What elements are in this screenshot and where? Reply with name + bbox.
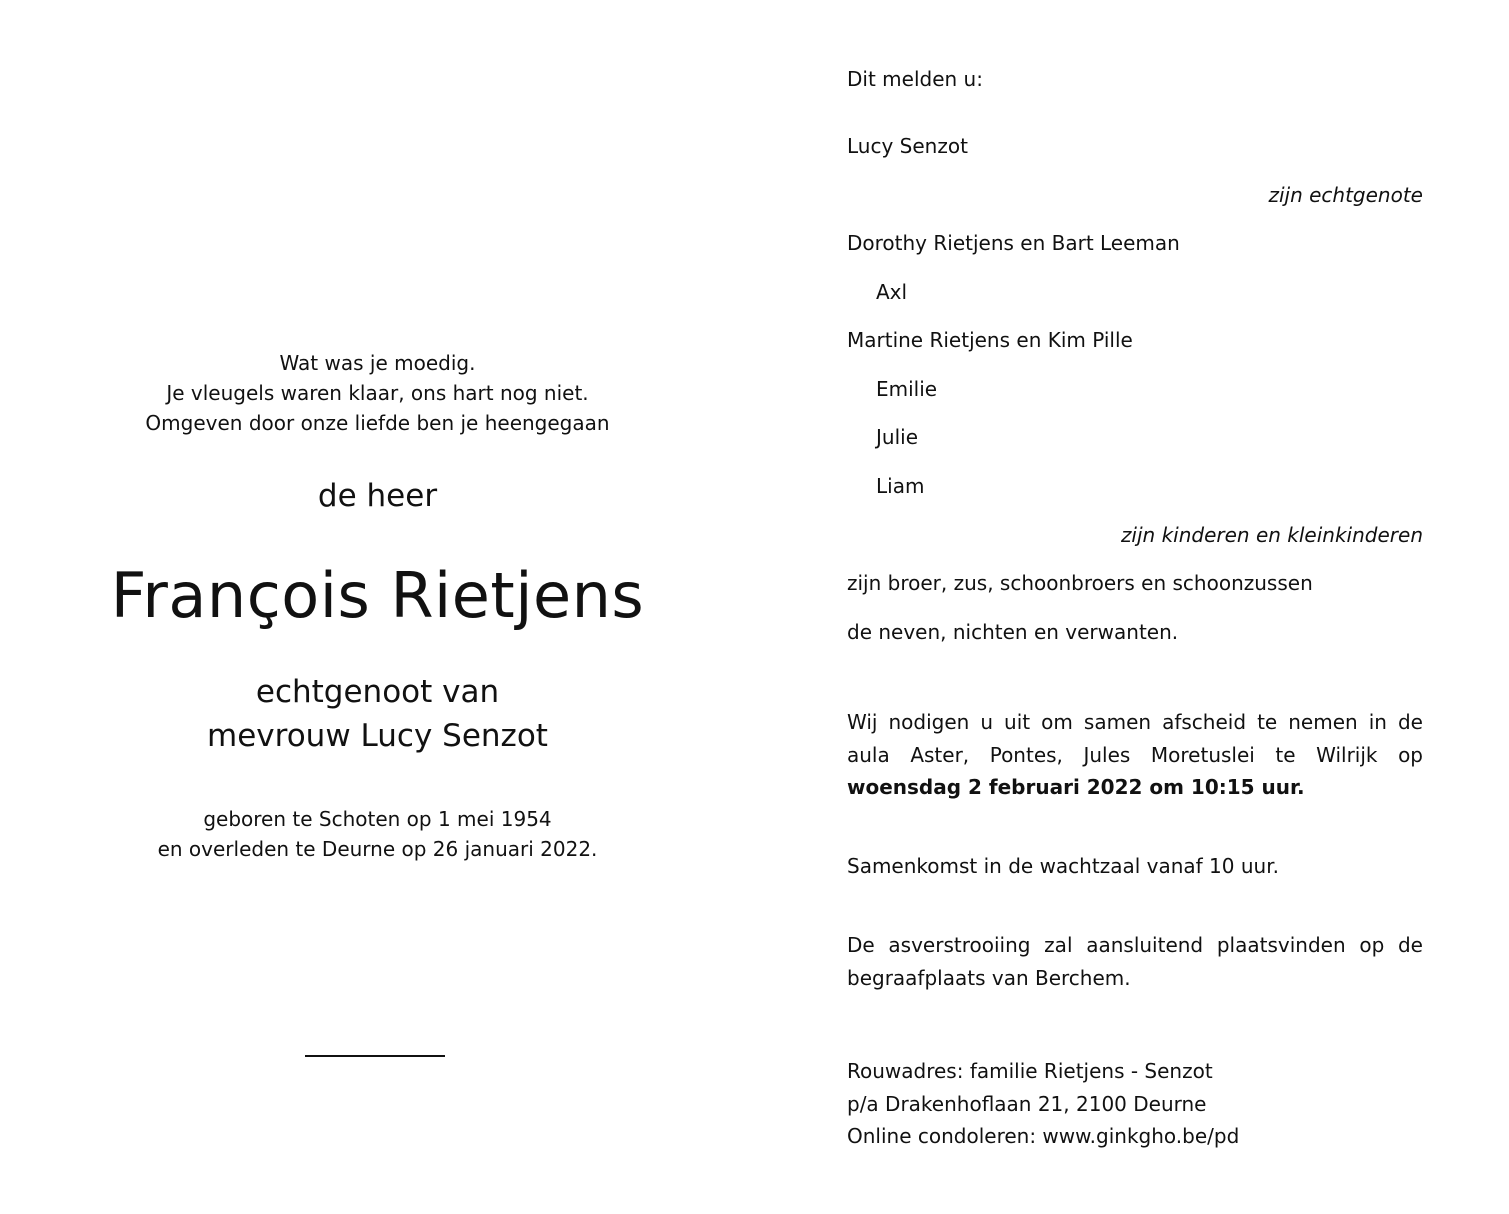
deceased-name: François Rietjens	[110, 559, 645, 632]
address-line: p/a Drakenhoflaan 21, 2100 Deurne	[847, 1091, 1207, 1116]
grandchild: Emilie	[876, 377, 938, 401]
address-block	[847, 1055, 1239, 1153]
family-member: zijn broer, zus, schoonbroers en schoonzussen	[847, 571, 1313, 595]
death-line: en overleden te Deurne op 26 januari 2022.	[157, 837, 598, 861]
address-line: Rouwadres: familie Rietjens - Senzot	[847, 1059, 1213, 1083]
ashes-paragraph: De asverstrooiing zal aansluitend plaatsvinden op de begraafplaats van Berchem.	[847, 933, 1423, 990]
family-member: Martine Rietjens en Kim Pille	[847, 328, 1133, 352]
poem	[0, 348, 755, 438]
grandchild: Axl	[876, 280, 908, 304]
spouse-line: mevrouw Lucy Senzot	[207, 718, 548, 754]
invitation-date: woensdag 2 februari 2022 om 10:15 uur.	[847, 775, 1305, 799]
divider-line	[305, 1055, 445, 1057]
birth-death-dates	[0, 804, 755, 864]
spouse-line: echtgenoot van	[255, 674, 500, 710]
poem-line: Je vleugels waren klaar, ons hart nog niet.	[166, 381, 589, 405]
spouse-block	[0, 670, 755, 758]
family-member: de neven, nichten en verwanten.	[847, 620, 1179, 644]
grandchild: Julie	[876, 425, 918, 449]
poem-line: Wat was je moedig.	[279, 351, 476, 375]
invitation-text: Wij nodigen u uit om samen afscheid te nemen in de aula Aster, Pontes, Jules Moretuslei te Wilrijk op	[847, 710, 1423, 767]
address-line: Online condoleren: www.ginkgho.be/pd	[847, 1124, 1240, 1148]
right-page	[847, 0, 1423, 1214]
birth-line: geboren te Schoten op 1 mei 1954	[203, 807, 552, 831]
relation-label: zijn kinderen en kleinkinderen	[1120, 523, 1423, 547]
relation-label: zijn echtgenote	[1268, 183, 1423, 207]
invitation-paragraph	[847, 706, 1423, 804]
family-member: Dorothy Rietjens en Bart Leeman	[847, 231, 1180, 255]
intro-text: Dit melden u:	[847, 67, 983, 91]
honorific: de heer	[317, 478, 438, 514]
poem-line: Omgeven door onze liefde ben je heengegaan	[145, 411, 610, 435]
gathering-paragraph: Samenkomst in de wachtzaal vanaf 10 uur.	[847, 854, 1279, 878]
family-member: Lucy Senzot	[847, 134, 968, 158]
grandchild: Liam	[876, 474, 925, 498]
